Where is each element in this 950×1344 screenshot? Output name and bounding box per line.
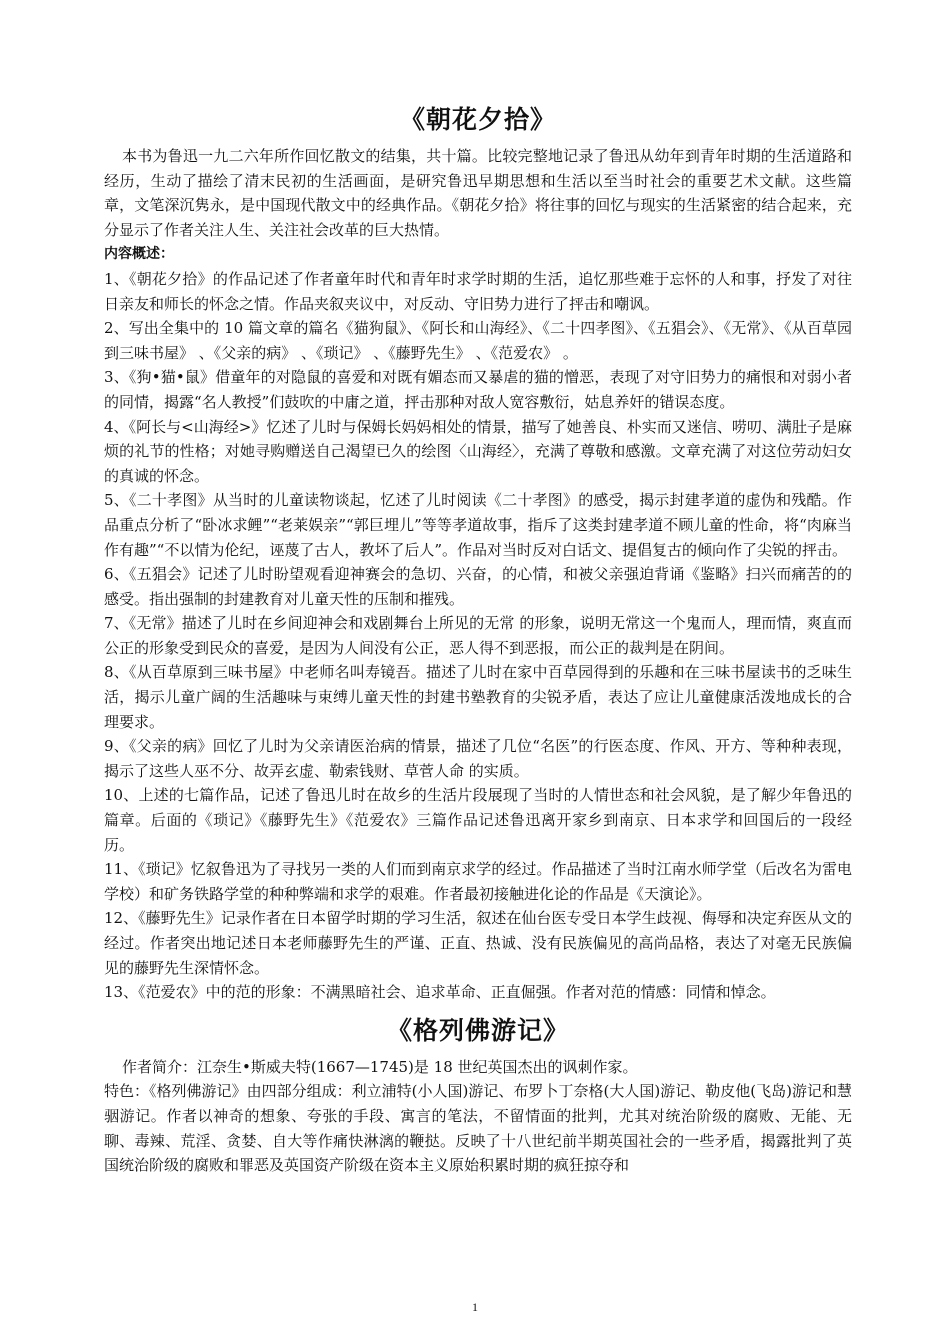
section-title-gulliver: 《格列佛游记》: [386, 1015, 569, 1045]
summary-item-10: 10、上述的七篇作品，记述了鲁迅儿时在故乡的生活片段展现了当时的人情世态和社会风貌，是了解少年鲁迅的篇章。后面的《琐记》《藤野先生》《范爱农》三篇作品记述鲁迅离开家乡到南京、日本求学和回国后的一段经历。: [104, 786, 852, 854]
summary-item-2: 2、写出全集中的 10 篇文章的篇名《猫狗鼠》、《阿长和山海经》、《二十四孝图》、《五猖会》、《无常》、《从百草园到三味书屋》 、《父亲的病》 、《琐记》 、《藤野先生》 、《范爱农》 。: [104, 319, 852, 362]
summary-item-7: 7、《无常》描述了儿时在乡间迎神会和戏剧舞台上所见的无常 的形象，说明无常这一个鬼而人，理而情，爽直而公正的形象受到民众的喜爱，是因为人间没有公正，恶人得不到恶报，而公正的裁判是在阴间。: [104, 614, 852, 657]
summary-item-8: 8、《从百草原到三味书屋》中老师名叫寿镜吾。描述了儿时在家中百草园得到的乐趣和在三味书屋读书的乏味生活，揭示儿童广阔的生活趣味与束缚儿童天性的封建书塾教育的尖锐矛盾，表达了应让儿童健康活泼地成长的合理要求。: [104, 663, 852, 731]
author-intro: 作者简介：江奈生•斯威夫特(1667—1745)是 18 世纪英国杰出的讽刺作家。: [122, 1057, 638, 1076]
summary-item-12: 12、《藤野先生》记录作者在日本留学时期的学习生活，叙述在仙台医专受日本学生歧视、侮辱和决定弃医从文的经过。作者突出地记述日本老师藤野先生的严谨、正直、热诚、没有民族偏见的高尚品格，表达了对毫无民族偏见的藤野先生深情怀念。: [104, 909, 852, 977]
section-title-zhaohuaxishi: 《朝花夕拾》: [399, 105, 556, 134]
features-paragraph: 特色：《格列佛游记》由四部分组成：利立浦特(小人国)游记、布罗卜丁奈格(大人国)游记、勒皮他(飞岛)游记和慧骃游记。作者以神奇的想象、夸张的手段、寓言的笔法，不留情面的批判，尤其对统治阶级的腐败、无能、无聊、毒辣、荒淫、贪婪、自大等作痛快淋漓的鞭挞。反映了十八世纪前半期英国社会的一些矛盾，揭露批判了英国统治阶级的腐败和罪恶及英国资产阶级在资本主义原始积累时期的疯狂掠夺和: [104, 1082, 852, 1175]
summary-item-1: 1、《朝花夕拾》的作品记述了作者童年时代和青年时求学时期的生活，追忆那些难于忘怀的人和事，抒发了对往日亲友和师长的怀念之情。作品夹叙夹议中，对反动、守旧势力进行了抨击和嘲讽。: [104, 269, 852, 313]
page-content: [104, 100, 852, 1178]
page-number: 1: [472, 1300, 478, 1314]
summary-item-9: 9、《父亲的病》回忆了儿时为父亲请医治病的情景，描述了几位“名医”的行医态度、作风、开方、等种种表现，揭示了这些人巫不分、故弄玄虚、勒索钱财、草菅人命 的实质。: [104, 737, 852, 780]
summary-item-11: 11、《琐记》忆叙鲁迅为了寻找另一类的人们而到南京求学的经过。作品描述了当时江南水师学堂（后改名为雷电学校）和矿务铁路学堂的种种弊端和求学的艰难。作者最初接触进化论的作品是《天演论》。: [104, 860, 852, 903]
summary-item-6: 6、《五猖会》记述了儿时盼望观看迎神赛会的急切、兴奋，的心情，和被父亲强迫背诵《鉴略》扫兴而痛苦的的感受。指出强制的封建教育对儿童天性的压制和摧残。: [104, 565, 852, 608]
summary-item-13: 13、《范爱农》中的范的形象：不满黑暗社会、追求革命、正直倔强。作者对范的情感：同情和悼念。: [104, 983, 776, 1002]
summary-heading: 内容概述：: [104, 246, 174, 263]
summary-item-4: 4、《阿长与<山海经>》忆述了儿时与保姆长妈妈相处的情景，描写了她善良、朴实而又迷信、唠叨、满肚子是麻烦的礼节的性格；对她寻购赠送自己渴望已久的绘图〈山海经〉，充满了尊敬和感激。文章充满了对这位劳动妇女的真诚的怀念。: [104, 417, 852, 485]
intro-paragraph: 本书为鲁迅一九二六年所作回忆散文的结集，共十篇。比较完整地记录了鲁迅从幼年到青年时期的生活道路和经历，生动了描绘了清末民初的生活画面，是研究鲁迅早期思想和生活以至当时社会的重要艺术文献。这些篇章，文笔深沉隽永，是中国现代散文中的经典作品。《朝花夕拾》将往事的回忆与现实的生活紧密的结合起来，充分显示了作者关注人生、关注社会改革的巨大热情。: [104, 147, 852, 239]
summary-item-3: 3、《狗•猫•鼠》借童年的对隐鼠的喜爱和对既有媚态而又暴虐的猫的憎恶，表现了对守旧势力的痛恨和对弱小者的同情，揭露“名人教授”们鼓吹的中庸之道，抨击那种对敌人宽容敷衍，姑息养奸的错误态度。: [104, 368, 852, 411]
summary-item-5: 5、《二十孝图》从当时的儿童读物谈起，忆述了儿时阅读《二十孝图》的感受，揭示封建孝道的虚伪和残酷。作品重点分析了“卧冰求鲤”“老莱娱亲”“郭巨埋儿”等等孝道故事，指斥了这类封建孝道不顾儿童的性命，将“肉麻当作有趣”“不以情为伦纪，诬蔑了古人，教坏了后人”。作品对当时反对白话文、提倡复古的倾向作了尖锐的抨击。: [104, 491, 852, 559]
